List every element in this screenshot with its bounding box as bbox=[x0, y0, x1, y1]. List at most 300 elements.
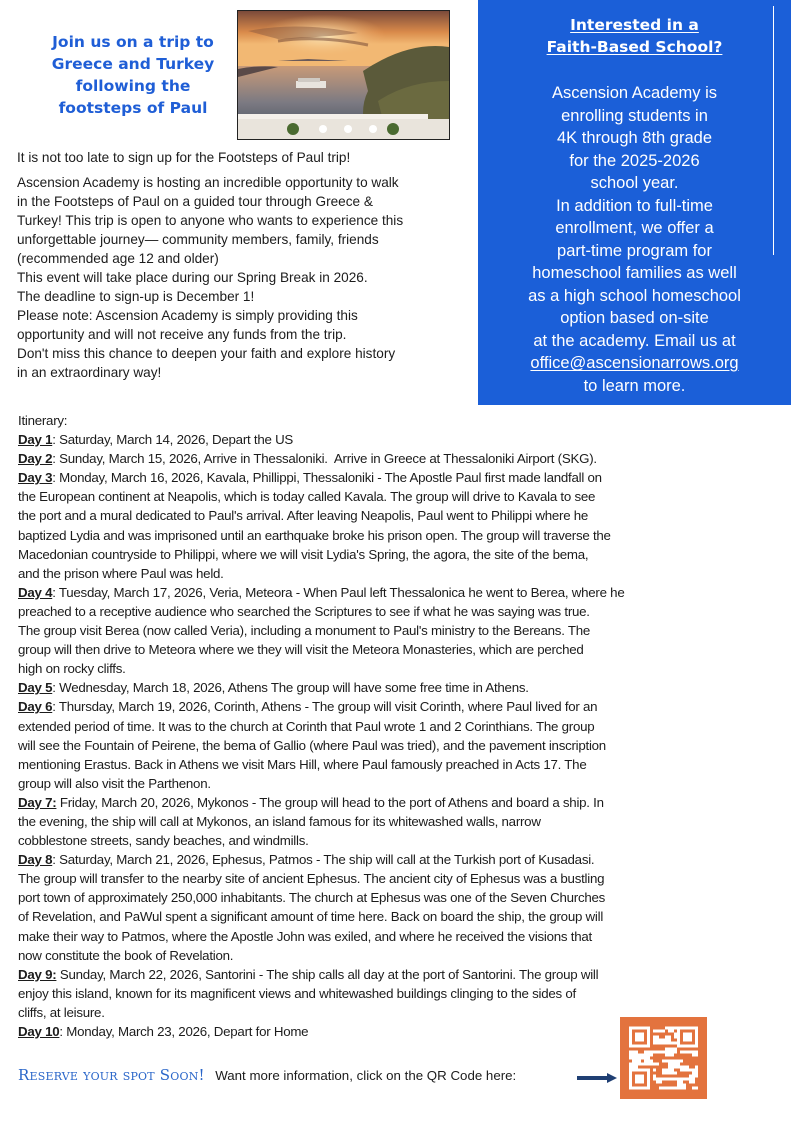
qr-module bbox=[653, 1078, 656, 1081]
qr-module bbox=[662, 1078, 665, 1081]
qr-module bbox=[671, 1048, 674, 1051]
qr-module bbox=[671, 1030, 674, 1033]
qr-module bbox=[665, 1039, 668, 1042]
promo-line: part-time program for bbox=[557, 241, 712, 260]
promo-title-line: Interested in a bbox=[570, 16, 699, 34]
qr-module bbox=[659, 1042, 662, 1045]
santorini-photo bbox=[237, 10, 450, 140]
intro-line: Don't miss this chance to deepen your faith and explore history bbox=[17, 346, 396, 361]
qr-module bbox=[671, 1078, 674, 1081]
day-label: Day 7: bbox=[18, 794, 57, 810]
qr-module bbox=[647, 1051, 650, 1054]
qr-module bbox=[635, 1075, 644, 1084]
itinerary-day-line bbox=[18, 755, 788, 774]
qr-module bbox=[671, 1042, 674, 1045]
qr-module bbox=[650, 1054, 653, 1057]
qr-module bbox=[653, 1039, 656, 1042]
itinerary-day-line bbox=[18, 545, 788, 564]
qr-module bbox=[629, 1057, 632, 1060]
qr-module bbox=[662, 1087, 665, 1090]
qr-module bbox=[662, 1060, 665, 1063]
qr-module bbox=[644, 1063, 647, 1066]
intro-line: Turkey! This trip is open to anyone who wants to experience this bbox=[17, 213, 404, 228]
qr-module bbox=[662, 1051, 665, 1054]
qr-module bbox=[680, 1084, 683, 1087]
itinerary-day-line bbox=[18, 487, 788, 506]
qr-module bbox=[665, 1036, 668, 1039]
qr-module bbox=[677, 1063, 680, 1066]
qr-module bbox=[653, 1051, 656, 1054]
day-text: Saturday, March 21, 2026, Ephesus, Patmos - The ship will call at the Turkish port of Kusadasi. bbox=[55, 852, 595, 868]
itinerary-day-line bbox=[18, 927, 788, 946]
qr-module bbox=[665, 1048, 668, 1051]
itinerary-day-line bbox=[18, 984, 788, 1003]
day-text: Monday, March 23, 2026, Depart for Home bbox=[62, 1024, 309, 1039]
itinerary-day-line bbox=[18, 602, 788, 621]
qr-module bbox=[632, 1057, 635, 1060]
qr-module bbox=[692, 1075, 695, 1078]
qr-module bbox=[656, 1051, 659, 1054]
day-text: group will then drive to Meteora where we they will visit the Meteora Monasteries, which are perched bbox=[18, 642, 584, 658]
day-text: cobblestone streets, sandy beaches, and windmills. bbox=[18, 833, 309, 849]
headline-line: footsteps of Paul bbox=[58, 99, 208, 117]
qr-module bbox=[674, 1078, 677, 1081]
qr-module bbox=[671, 1063, 674, 1066]
qr-module bbox=[638, 1054, 641, 1057]
promo-line: In addition to full-time bbox=[556, 196, 713, 215]
qr-module bbox=[683, 1087, 686, 1090]
day-text: extended period of time. It was to the church at Corinth that Paul wrote 1 and 2 Corinthians. The group bbox=[18, 718, 595, 734]
qr-module bbox=[680, 1078, 683, 1081]
intro-lead: It is not too late to sign up for the Footsteps of Paul trip! bbox=[17, 150, 351, 165]
day-text: cliffs, at leisure. bbox=[18, 1004, 105, 1020]
qr-module bbox=[644, 1054, 647, 1057]
qr-module bbox=[668, 1087, 671, 1090]
qr-module bbox=[635, 1057, 638, 1060]
qr-module bbox=[671, 1069, 674, 1072]
promo-line: at the academy. Email us at bbox=[533, 331, 736, 350]
qr-module bbox=[674, 1042, 677, 1045]
day-text: Macedonian countryside to Philippi, where we will visit Lydia's Spring, the agora, the site of the bema, bbox=[18, 546, 589, 562]
qr-module bbox=[635, 1063, 638, 1066]
day-label: Day 8 bbox=[18, 852, 53, 868]
qr-module bbox=[635, 1066, 638, 1069]
trip-headline bbox=[18, 31, 248, 119]
intro-line: The deadline to sign-up is December 1! bbox=[17, 289, 255, 304]
qr-module bbox=[665, 1072, 668, 1075]
qr-module bbox=[641, 1063, 644, 1066]
email-link[interactable]: office@ascensionarrows.org bbox=[530, 354, 739, 372]
qr-module bbox=[677, 1087, 680, 1090]
qr-module bbox=[689, 1069, 692, 1072]
qr-module bbox=[692, 1072, 695, 1075]
day-separator: : bbox=[59, 1024, 63, 1039]
qr-module bbox=[653, 1063, 656, 1066]
qr-module bbox=[686, 1066, 689, 1069]
qr-module bbox=[662, 1039, 665, 1042]
qr-module bbox=[632, 1051, 635, 1054]
qr-module bbox=[674, 1033, 677, 1036]
qr-module bbox=[674, 1072, 677, 1075]
more-info-text: Want more information, click on the QR Code here: bbox=[215, 1068, 517, 1083]
qr-module bbox=[695, 1066, 698, 1069]
day-text: the European continent at Neapolis, which is today called Kavala. The group will drive to Kavala to see bbox=[18, 489, 596, 505]
qr-module bbox=[629, 1051, 632, 1054]
intro-line: opportunity and will not receive any funds from the trip. bbox=[17, 327, 347, 342]
promo-line: Ascension Academy is bbox=[551, 84, 718, 102]
day-label: Day 5 bbox=[18, 680, 53, 696]
day-label: Day 4 bbox=[18, 584, 53, 600]
qr-module bbox=[692, 1051, 695, 1054]
qr-module bbox=[662, 1042, 665, 1045]
qr-module bbox=[665, 1069, 668, 1072]
qr-module bbox=[656, 1078, 659, 1081]
intro-line: in an extraordinary way! bbox=[17, 365, 162, 380]
day-text: make their way to Patmos, where the Apostle John was exiled, and where he received the visions that bbox=[18, 928, 592, 944]
qr-module bbox=[632, 1066, 635, 1069]
itinerary-day bbox=[18, 583, 788, 602]
day-text: The group visit Berea (now called Veria), including a monument to Paul's ministry to the Bereans. The bbox=[18, 623, 591, 639]
qr-module bbox=[644, 1060, 647, 1063]
qr-module bbox=[689, 1075, 692, 1078]
qr-module bbox=[674, 1036, 677, 1039]
qr-module bbox=[659, 1051, 662, 1054]
qr-module bbox=[659, 1087, 662, 1090]
day-text: will see the Fountain of Peirene, the bema of Gallio (where Paul was tried), and the pavement inscription bbox=[18, 737, 606, 753]
qr-module bbox=[653, 1069, 656, 1072]
itinerary-day bbox=[18, 449, 788, 468]
qr-module bbox=[650, 1051, 653, 1054]
school-promo-box bbox=[478, 0, 791, 405]
qr-module bbox=[686, 1069, 689, 1072]
qr-module bbox=[638, 1057, 641, 1060]
itinerary-day-line bbox=[18, 888, 788, 907]
day-separator: : bbox=[52, 470, 56, 486]
qr-module bbox=[659, 1081, 662, 1084]
itinerary-day bbox=[18, 468, 788, 487]
qr-module bbox=[665, 1042, 668, 1045]
day-separator: : bbox=[52, 584, 56, 600]
day-text: Sunday, March 22, 2026, Santorini - The ship calls all day at the port of Santorini. The group will bbox=[56, 966, 599, 982]
qr-module bbox=[683, 1066, 686, 1069]
qr-module bbox=[629, 1063, 632, 1066]
reserve-text: Reserve your spot Soon! bbox=[18, 1066, 205, 1084]
qr-module bbox=[680, 1060, 683, 1063]
promo-line: enrollment, we offer a bbox=[555, 219, 714, 237]
qr-module bbox=[674, 1066, 677, 1069]
qr-module bbox=[695, 1075, 698, 1078]
qr-module bbox=[677, 1078, 680, 1081]
day-label: Day 6 bbox=[18, 699, 53, 715]
day-text: Tuesday, March 17, 2026, Veria, Meteora - When Paul left Thessalonica he went to Berea, where he bbox=[55, 584, 625, 600]
qr-module bbox=[635, 1051, 638, 1054]
qr-module bbox=[653, 1042, 656, 1045]
qr-module bbox=[656, 1039, 659, 1042]
qr-module bbox=[680, 1087, 683, 1090]
itinerary-days bbox=[18, 430, 788, 1041]
qr-module bbox=[650, 1063, 653, 1066]
qr-module bbox=[683, 1051, 686, 1054]
day-separator: : bbox=[52, 432, 56, 448]
qr-module bbox=[656, 1030, 659, 1033]
qr-module bbox=[653, 1075, 656, 1078]
intro-section bbox=[17, 148, 472, 382]
day-text: baptized Lydia and was imprisoned until an earthquake broke his prison open. The group will traverse the bbox=[18, 527, 611, 543]
qr-module bbox=[668, 1030, 671, 1033]
qr-module bbox=[668, 1066, 671, 1069]
qr-module bbox=[653, 1036, 656, 1039]
itinerary-day-line bbox=[18, 526, 788, 545]
day-separator: : bbox=[52, 699, 56, 715]
qr-module bbox=[671, 1066, 674, 1069]
qr-module bbox=[668, 1063, 671, 1066]
qr-module bbox=[659, 1078, 662, 1081]
qr-module bbox=[656, 1042, 659, 1045]
qr-module bbox=[680, 1051, 683, 1054]
day-separator: : bbox=[52, 680, 56, 696]
itinerary-day-line bbox=[18, 831, 788, 850]
footer-cta bbox=[18, 1066, 516, 1085]
itinerary-day-line bbox=[18, 812, 788, 831]
day-text: Wednesday, March 18, 2026, Athens The group will have some free time in Athens. bbox=[55, 680, 529, 696]
itinerary-day-line bbox=[18, 640, 788, 659]
qr-module bbox=[653, 1030, 656, 1033]
itinerary-heading: Itinerary: bbox=[18, 413, 68, 428]
qr-module bbox=[668, 1072, 671, 1075]
itinerary-day-line bbox=[18, 736, 788, 755]
qr-module bbox=[662, 1072, 665, 1075]
promo-title bbox=[478, 14, 791, 58]
promo-title-line: Faith-Based School? bbox=[546, 38, 723, 56]
qr-module bbox=[665, 1087, 668, 1090]
headline-line: following the bbox=[75, 77, 191, 95]
qr-module bbox=[668, 1051, 671, 1054]
qr-module bbox=[683, 1069, 686, 1072]
qr-module bbox=[692, 1081, 695, 1084]
qr-module bbox=[635, 1033, 644, 1042]
day-text: preached to a receptive audience who searched the Scriptures to see if what he was saying was true. bbox=[18, 603, 590, 619]
qr-module bbox=[632, 1054, 635, 1057]
qr-module bbox=[665, 1027, 668, 1030]
qr-module bbox=[683, 1033, 692, 1042]
qr-module bbox=[647, 1054, 650, 1057]
qr-module bbox=[671, 1054, 674, 1057]
promo-body bbox=[478, 82, 791, 397]
divider-line bbox=[773, 6, 774, 255]
qr-module bbox=[689, 1051, 692, 1054]
day-text: the port and a mural dedicated to Paul's arrival. After leaving Neapolis, Paul went to Philippi where he bbox=[18, 508, 589, 524]
itinerary-day bbox=[18, 793, 788, 812]
itinerary-day-line bbox=[18, 506, 788, 525]
qr-module bbox=[647, 1063, 650, 1066]
qr-module bbox=[632, 1063, 635, 1066]
itinerary-day-line bbox=[18, 907, 788, 926]
itinerary-day-line bbox=[18, 946, 788, 965]
promo-line: 4K through 8th grade bbox=[556, 129, 713, 147]
day-text: Thursday, March 19, 2026, Corinth, Athens - The group will visit Corinth, where Paul lived for an bbox=[55, 699, 598, 715]
qr-module bbox=[632, 1060, 635, 1063]
qr-module bbox=[677, 1066, 680, 1069]
qr-module bbox=[674, 1087, 677, 1090]
qr-module bbox=[647, 1060, 650, 1063]
qr-module bbox=[671, 1072, 674, 1075]
qr-module bbox=[638, 1063, 641, 1066]
qr-module bbox=[689, 1078, 692, 1081]
intro-line: (recommended age 12 and older) bbox=[17, 251, 219, 266]
itinerary-day bbox=[18, 430, 788, 449]
qr-module bbox=[677, 1060, 680, 1063]
intro-line: in the Footsteps of Paul on a guided tour through Greece & bbox=[17, 194, 373, 209]
promo-line: homeschool families as well bbox=[532, 264, 737, 282]
qr-module bbox=[668, 1054, 671, 1057]
day-text: now constitute the book of Revelation. bbox=[18, 947, 234, 963]
qr-module bbox=[671, 1027, 674, 1030]
itinerary-section bbox=[18, 411, 788, 1041]
itinerary-day bbox=[18, 850, 788, 869]
day-separator: : bbox=[52, 852, 56, 868]
qr-module bbox=[668, 1036, 671, 1039]
qr-code[interactable] bbox=[620, 1017, 707, 1099]
promo-line: as a high school homeschool bbox=[528, 286, 741, 305]
intro-line: unforgettable journey— community members, family, friends bbox=[17, 232, 379, 247]
qr-module bbox=[695, 1051, 698, 1054]
day-text: Friday, March 20, 2026, Mykonos - The group will head to the port of Athens and board a ship. In bbox=[56, 794, 604, 810]
qr-module bbox=[680, 1069, 683, 1072]
santorini-sunset-image bbox=[238, 11, 449, 139]
day-text: group will also visit the Parthenon. bbox=[18, 775, 211, 791]
qr-module bbox=[674, 1063, 677, 1066]
itinerary-day-line bbox=[18, 564, 788, 583]
day-text: and the prison where Paul was held. bbox=[18, 565, 224, 581]
day-text: the evening, the ship will call at Mykonos, an island famous for its whitewashed walls, narrow bbox=[18, 813, 541, 829]
qr-module bbox=[692, 1078, 695, 1081]
qr-module bbox=[668, 1027, 671, 1030]
day-text: enjoy this island, known for its magnificent views and whitewashed buildings clinging to the sides of bbox=[18, 985, 576, 1001]
qr-module bbox=[671, 1087, 674, 1090]
qr-module bbox=[659, 1030, 662, 1033]
qr-module bbox=[668, 1042, 671, 1045]
intro-line: This event will take place during our Spring Break in 2026. bbox=[17, 270, 368, 285]
qr-module bbox=[656, 1036, 659, 1039]
promo-line: school year. bbox=[590, 174, 679, 192]
qr-module bbox=[683, 1084, 686, 1087]
qr-module bbox=[662, 1069, 665, 1072]
qr-module bbox=[635, 1054, 638, 1057]
headline-line: Join us on a trip to bbox=[52, 33, 214, 51]
day-label: Day 1 bbox=[18, 432, 53, 448]
qr-module bbox=[680, 1081, 683, 1084]
qr-module bbox=[638, 1060, 641, 1063]
day-label: Day 3 bbox=[18, 470, 53, 486]
qr-module bbox=[665, 1078, 668, 1081]
qr-module bbox=[677, 1081, 680, 1084]
day-text: Sunday, March 15, 2026, Arrive in Thessaloniki. Arrive in Greece at Thessaloniki Airport (SKG). bbox=[55, 451, 597, 467]
qr-module bbox=[665, 1054, 668, 1057]
qr-module bbox=[641, 1057, 644, 1060]
qr-module bbox=[686, 1078, 689, 1081]
day-text: Monday, March 16, 2026, Kavala, Phillippi, Thessaloniki - The Apostle Paul first made landfall on bbox=[55, 470, 602, 486]
promo-line: for the 2025-2026 bbox=[569, 151, 700, 170]
day-text: The group will transfer to the nearby site of ancient Ephesus. The ancient city of Ephesus was a bustling bbox=[18, 871, 605, 887]
qr-module bbox=[644, 1057, 647, 1060]
headline-line: Greece and Turkey bbox=[51, 55, 215, 73]
qr-module bbox=[668, 1078, 671, 1081]
qr-module bbox=[671, 1051, 674, 1054]
qr-module bbox=[656, 1063, 659, 1066]
qr-module bbox=[692, 1054, 695, 1057]
promo-closing: to learn more. bbox=[583, 376, 686, 395]
qr-module bbox=[647, 1057, 650, 1060]
day-label: Day 10 bbox=[18, 1024, 60, 1039]
day-label: Day 2 bbox=[18, 451, 53, 467]
qr-code-icon bbox=[620, 1017, 707, 1099]
intro-line: Ascension Academy is hosting an incredible opportunity to walk bbox=[17, 175, 399, 190]
intro-line: Please note: Ascension Academy is simply providing this bbox=[17, 308, 358, 323]
itinerary-day bbox=[18, 965, 788, 984]
qr-module bbox=[695, 1054, 698, 1057]
qr-module bbox=[692, 1069, 695, 1072]
qr-module bbox=[650, 1060, 653, 1063]
qr-module bbox=[668, 1060, 671, 1063]
qr-module bbox=[695, 1072, 698, 1075]
qr-module bbox=[659, 1039, 662, 1042]
qr-module bbox=[644, 1051, 647, 1054]
day-label: Day 9: bbox=[18, 966, 57, 982]
itinerary-day-line bbox=[18, 621, 788, 640]
qr-module bbox=[629, 1066, 632, 1069]
itinerary-day-line bbox=[18, 659, 788, 678]
qr-module bbox=[668, 1048, 671, 1051]
qr-module bbox=[695, 1069, 698, 1072]
day-text: mentioning Erastus. Back in Athens we visit Mars Hill, where Paul famously preached in Acts 17. The bbox=[18, 756, 587, 772]
qr-module bbox=[686, 1051, 689, 1054]
qr-module bbox=[674, 1060, 677, 1063]
qr-module bbox=[629, 1054, 632, 1057]
qr-module bbox=[674, 1048, 677, 1051]
day-text: of Revelation, and PaWul spent a significant amount of time here. Back on board the ship, the group will bbox=[18, 909, 604, 925]
qr-module bbox=[677, 1084, 680, 1087]
promo-line: enrolling students in bbox=[561, 106, 708, 125]
qr-module bbox=[674, 1027, 677, 1030]
qr-module bbox=[674, 1051, 677, 1054]
qr-module bbox=[692, 1087, 695, 1090]
day-text: high on rocky cliffs. bbox=[18, 661, 126, 677]
itinerary-day-line bbox=[18, 717, 788, 736]
day-text: port town of approximately 250,000 inhabitants. The church at Ephesus was one of the Seven Churches bbox=[18, 890, 606, 906]
qr-module bbox=[680, 1066, 683, 1069]
qr-module bbox=[695, 1087, 698, 1090]
qr-module bbox=[665, 1051, 668, 1054]
itinerary-day-line bbox=[18, 869, 788, 888]
qr-module bbox=[668, 1039, 671, 1042]
promo-line: option based on-site bbox=[560, 309, 709, 327]
itinerary-day bbox=[18, 697, 788, 716]
itinerary-day-line bbox=[18, 774, 788, 793]
day-separator: : bbox=[52, 451, 56, 467]
qr-module bbox=[668, 1069, 671, 1072]
itinerary-day bbox=[18, 678, 788, 697]
right-arrow-icon bbox=[577, 1073, 617, 1083]
day-text: Saturday, March 14, 2026, Depart the US bbox=[55, 432, 294, 448]
qr-module bbox=[683, 1078, 686, 1081]
qr-module bbox=[641, 1054, 644, 1057]
qr-module bbox=[635, 1060, 638, 1063]
qr-module bbox=[671, 1060, 674, 1063]
qr-module bbox=[665, 1060, 668, 1063]
qr-module bbox=[662, 1030, 665, 1033]
qr-module bbox=[689, 1081, 692, 1084]
qr-module bbox=[656, 1081, 659, 1084]
